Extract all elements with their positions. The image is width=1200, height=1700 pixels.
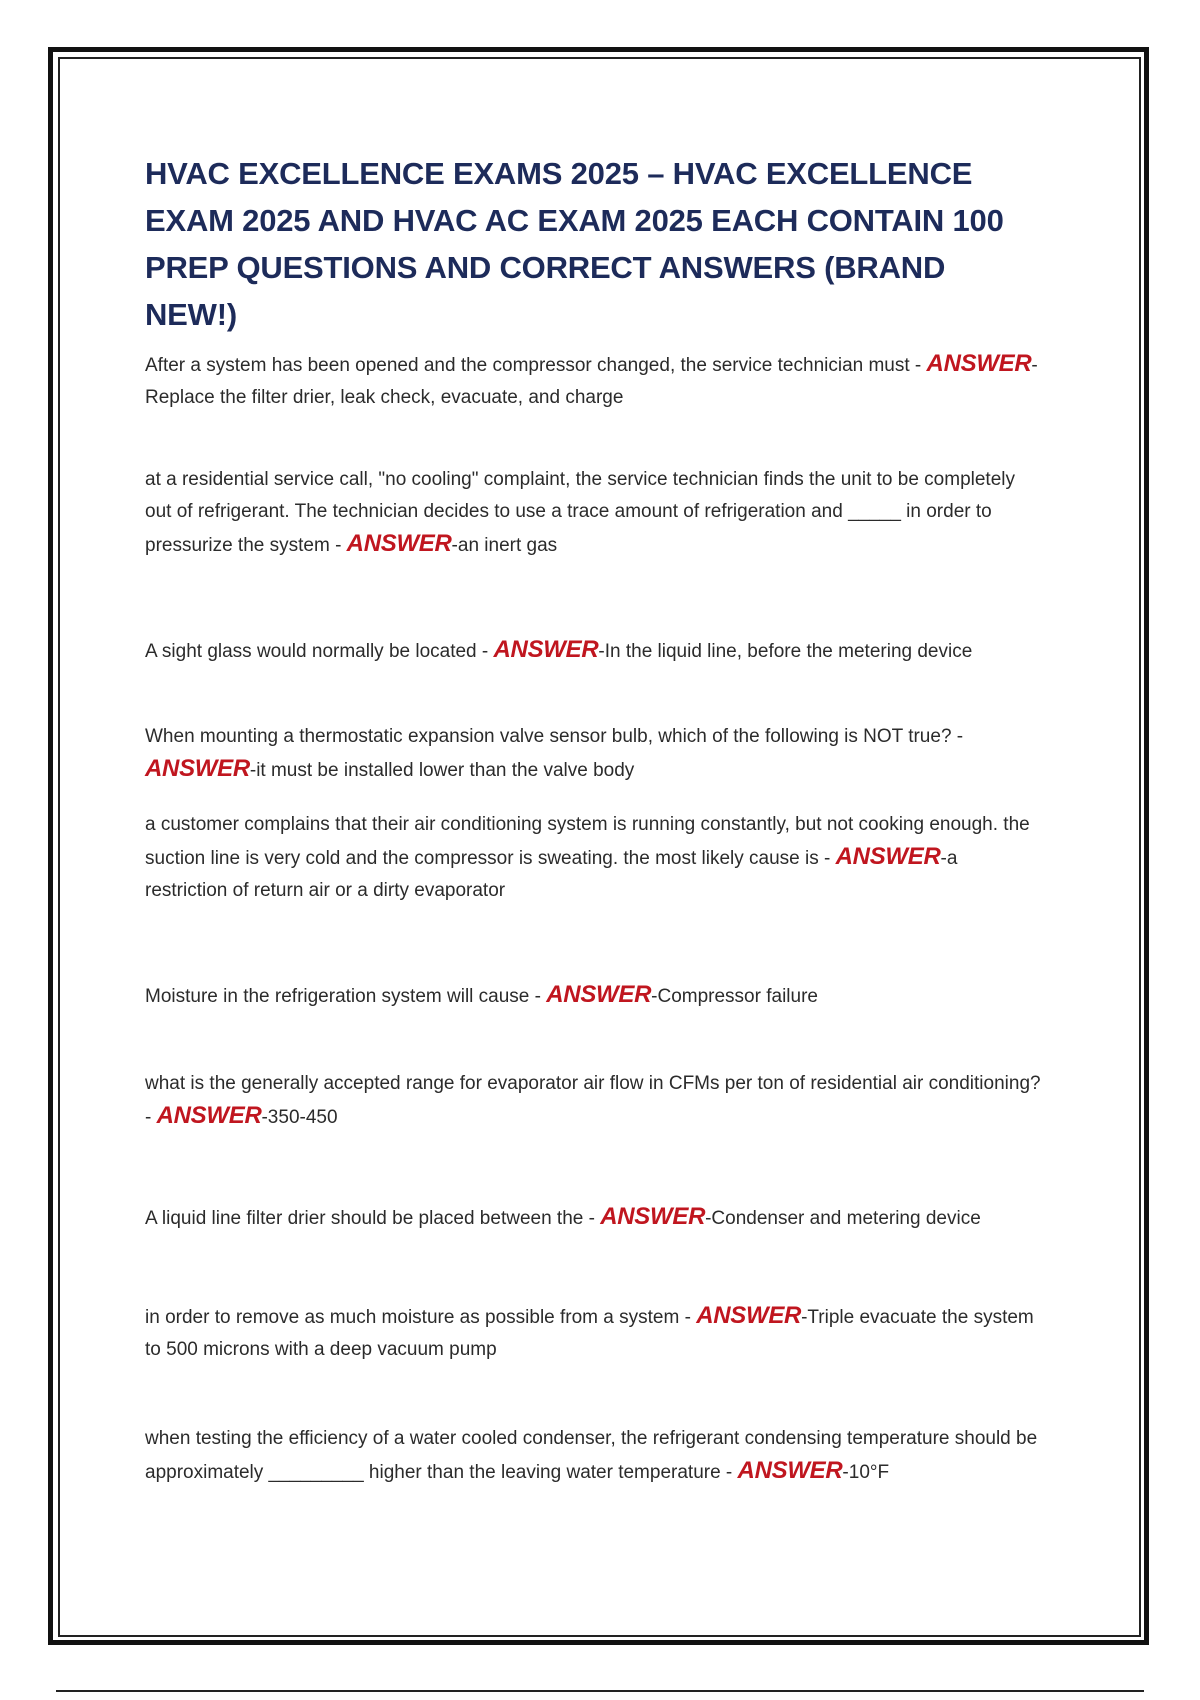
- question-text: After a system has been opened and the compressor changed, the service technician must -: [145, 355, 927, 376]
- question-text: A liquid line filter drier should be placed between the -: [145, 1208, 601, 1229]
- document-body: [145, 150, 1045, 1484]
- answer-marker: ANSWER: [835, 843, 941, 870]
- page-bottom-rule: [56, 1690, 1144, 1692]
- qa-item-8: [145, 1201, 1045, 1235]
- answer-text: -Condenser and metering device: [705, 1208, 981, 1229]
- question-text: When mounting a thermostatic expansion valve sensor bulb, which of the following is NOT true? -: [145, 726, 964, 747]
- qa-item-3: [145, 634, 1045, 668]
- question-text: Moisture in the refrigeration system will cause -: [145, 986, 547, 1007]
- answer-marker: ANSWER: [737, 1457, 843, 1484]
- question-text: a customer complains that their air conditioning system is running constantly, but not cooking enough. the suction line is very cold and the compressor is sweating. the most likely cause is -: [145, 814, 1030, 869]
- qa-item-9: [145, 1300, 1045, 1366]
- question-text: in order to remove as much moisture as possible from a system -: [145, 1307, 697, 1328]
- question-text: at a residential service call, "no cooling" complaint, the service technician finds the unit to be completely out of refrigerant. The technician decides to use a trace amount of refrigeration and _____ in order to pressurize the system -: [145, 469, 1016, 556]
- answer-marker: ANSWER: [600, 1203, 706, 1230]
- qa-item-1: [145, 348, 1045, 414]
- answer-text: -In the liquid line, before the metering device: [598, 641, 973, 662]
- answer-marker: ANSWER: [145, 755, 250, 782]
- answer-text: -an inert gas: [451, 535, 558, 556]
- answer-text: -it must be installed lower than the valve body: [249, 760, 635, 781]
- question-text: when testing the efficiency of a water cooled condenser, the refrigerant condensing temperature should be approximately _________ higher than the leaving water temperature -: [145, 1428, 1038, 1483]
- answer-marker: ANSWER: [926, 350, 1032, 377]
- qa-item-6: [145, 979, 1045, 1013]
- answer-text: -Compressor failure: [651, 986, 818, 1007]
- answer-text: -a restriction of return air or a dirty evaporator: [145, 848, 958, 901]
- answer-marker: ANSWER: [493, 636, 599, 663]
- question-text: what is the generally accepted range for evaporator air flow in CFMs per ton of residential air conditioning? -: [145, 1073, 1041, 1128]
- qa-item-10: [145, 1423, 1045, 1489]
- answer-marker: ANSWER: [696, 1302, 802, 1329]
- qa-item-7: [145, 1068, 1045, 1134]
- answer-text: -Triple evacuate the system to 500 microns with a deep vacuum pump: [145, 1307, 1034, 1360]
- answer-marker: ANSWER: [346, 530, 452, 557]
- answer-text: -350-450: [261, 1107, 338, 1128]
- qa-item-4: [145, 721, 1045, 787]
- answer-text: -Replace the filter drier, leak check, evacuate, and charge: [145, 355, 1038, 408]
- answer-marker: ANSWER: [156, 1102, 262, 1129]
- document-title: HVAC EXCELLENCE EXAMS 2025 – HVAC EXCELLENCE EXAM 2025 AND HVAC AC EXAM 2025 EACH CONTAIN 100 PREP QUESTIONS AND CORRECT ANSWERS (BRAND NEW!): [145, 156, 1004, 332]
- answer-text: -10°F: [842, 1462, 890, 1483]
- question-text: A sight glass would normally be located -: [145, 641, 494, 662]
- qa-item-2: [145, 464, 1045, 562]
- qa-item-5: [145, 809, 1045, 907]
- answer-marker: ANSWER: [546, 981, 652, 1008]
